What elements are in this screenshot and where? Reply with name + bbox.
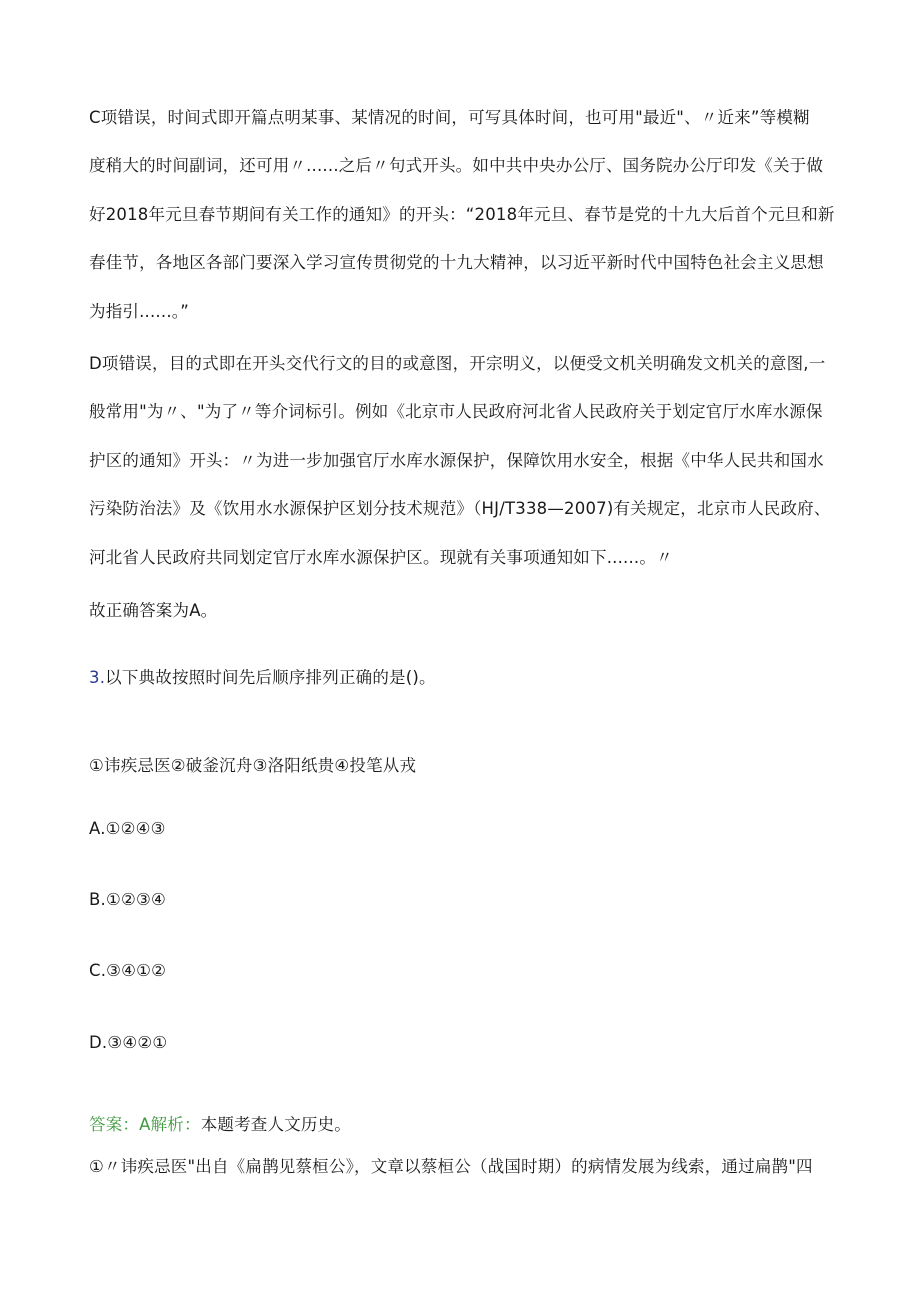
text-line: 污染防治法》及《饮用水水源保护区划分技术规范》（HJ/T338—2007)有关规定，北京市人民政府、 (89, 499, 831, 518)
conclusion-text: 故正确答案为A。 (89, 601, 218, 620)
text-line: C项错误，时间式即开篇点明某事、某情况的时间，可写具体时间，也可用"最近"、〃近来”等模糊 (89, 108, 810, 127)
option-c: C.③④①② (89, 961, 167, 980)
text-line: D项错误，目的式即在开头交代行文的目的或意图，开宗明义，以便受文机关明确发文机关的意图,一 (89, 354, 826, 373)
option-b: B.①②③④ (89, 890, 166, 909)
option-a: A.①②④③ (89, 819, 166, 838)
text-line: 般常用"为〃、"为了〃等介词标引。例如《北京市人民政府河北省人民政府关于划定官厅水库水源保 (89, 402, 823, 421)
answer-line (89, 1113, 849, 1137)
question-text: 以下典故按照时间先后顺序排列正确的是()。 (105, 668, 436, 687)
question-number: 3. (89, 668, 106, 687)
question-3 (89, 666, 849, 690)
question-items: ①讳疾忌医②破釜沉舟③洛阳纸贵④投笔从戎 (89, 756, 417, 775)
text-line: 河北省人民政府共同划定官厅水库水源保护区。现就有关事项通知如下......。〃 (89, 548, 673, 567)
analysis-label: 解析： (150, 1115, 201, 1134)
text-line: 好2018年元旦春节期间有关工作的通知》的开头：“2018年元旦、春节是党的十九大后首个元旦和新 (89, 205, 835, 224)
text-line: 护区的通知》开头：〃为进一步加强官厅水库水源保护，保障饮用水安全，根据《中华人民共和国水 (89, 451, 824, 470)
text-line: 为指引......。” (89, 302, 189, 321)
analysis-text: 本题考查人文历史。 (200, 1115, 352, 1134)
answer-label: 答案：A (89, 1115, 151, 1134)
text-line: 春佳节，各地区各部门要深入学习宣传贯彻党的十九大精神，以习近平新时代中国特色社会主义思想 (89, 253, 824, 272)
text-line: 度稍大的时间副词，还可用〃......之后〃句式开头。如中共中央办公厅、国务院办公厅印发《关于做 (89, 156, 824, 175)
option-d: D.③④②① (89, 1033, 168, 1052)
analysis-first-line: ①〃讳疾忌医"出自《扁鹊见蔡桓公》，文章以蔡桓公（战国时期）的病情发展为线索，通过扁鹊"四 (89, 1157, 813, 1176)
